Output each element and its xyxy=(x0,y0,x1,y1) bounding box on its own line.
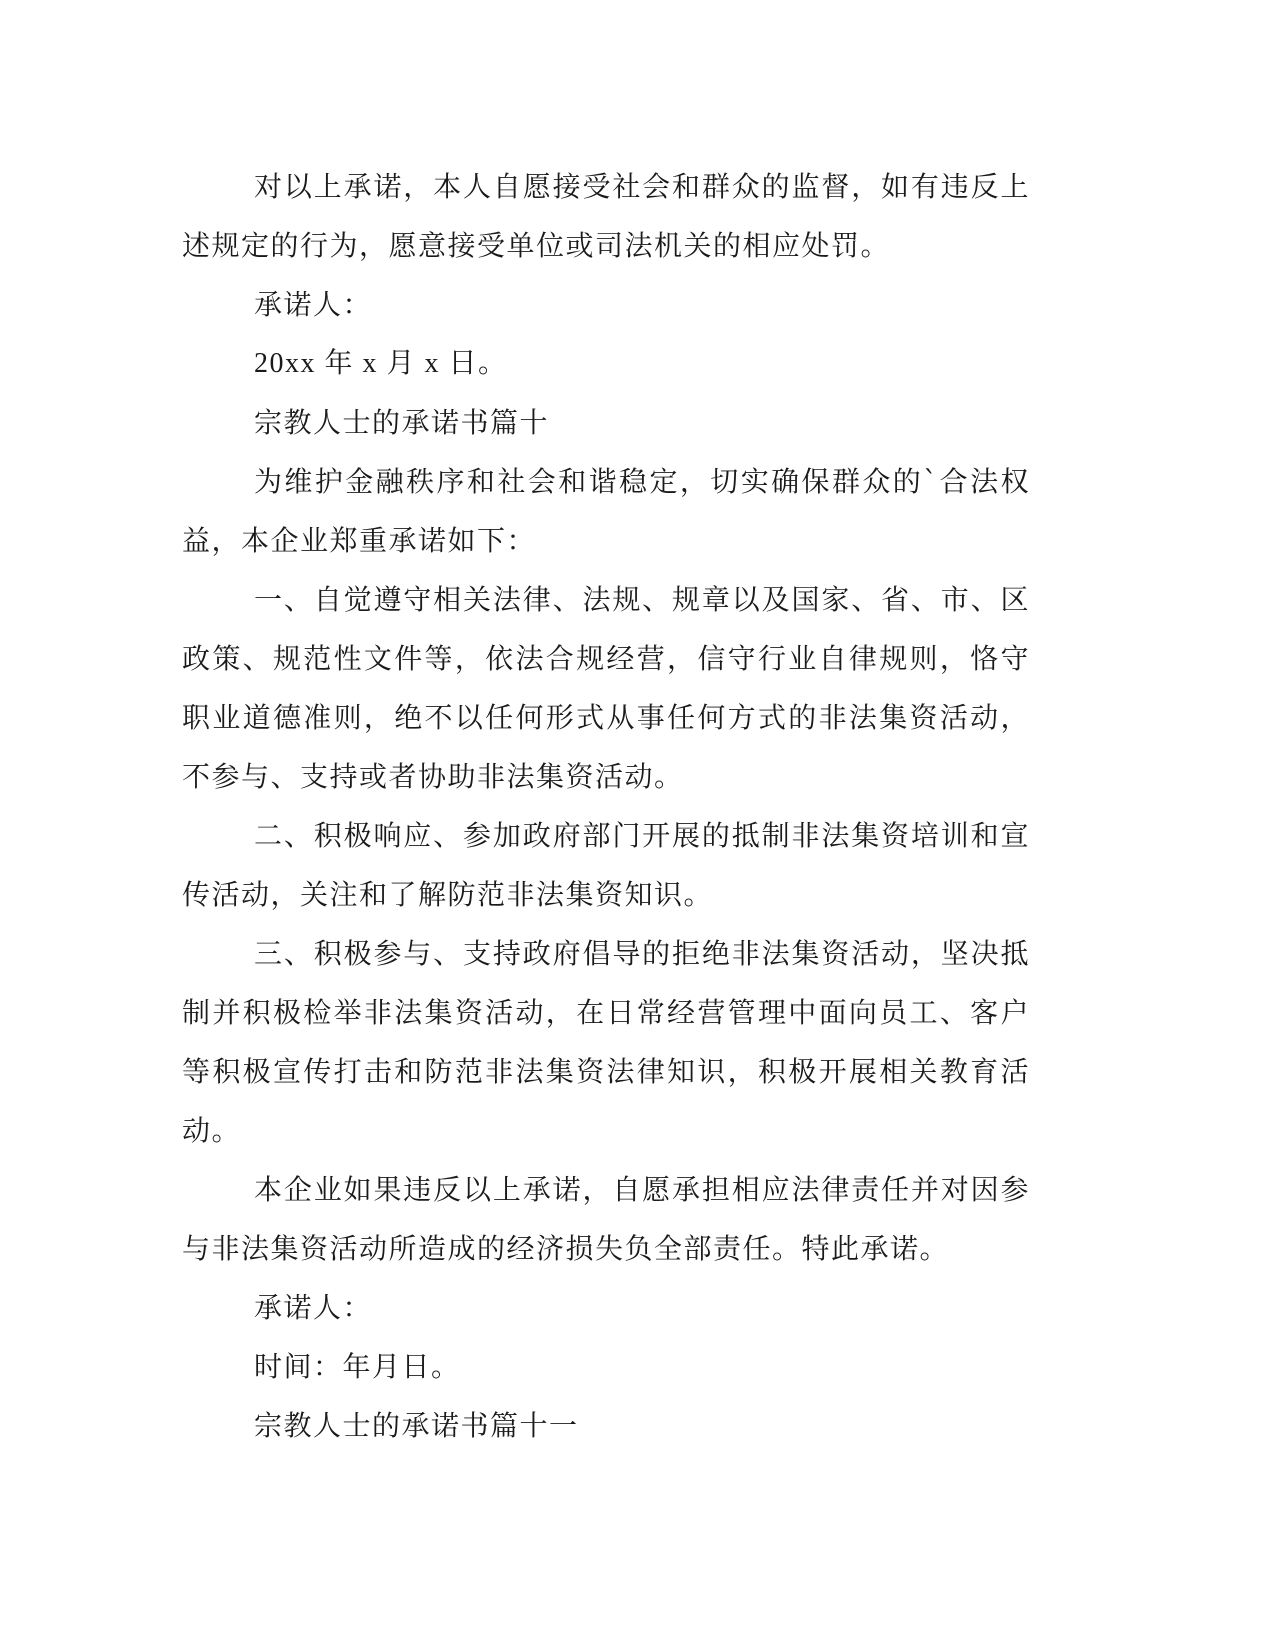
clause-three-paragraph: 三、积极参与、支持政府倡导的拒绝非法集资活动，坚决抵制并积极检举非法集资活动，在日常经营管理中面向员工、客户等积极宣传打击和防范非法集资法律知识，积极开展相关教育活动。 xyxy=(182,937,1030,1147)
clause-two-paragraph: 二、积极响应、参加政府部门开展的抵制非法集资培训和宣传活动，关注和了解防范非法集资知识。 xyxy=(182,819,1030,911)
date-line: 20xx 年 x 月 x 日。 xyxy=(254,348,508,379)
promisor-label-second: 承诺人： xyxy=(254,1291,373,1324)
closing-statement-paragraph: 对以上承诺，本人自愿接受社会和群众的监督，如有违反上述规定的行为，愿意接受单位或司法机关的相应处罚。 xyxy=(182,170,1030,262)
promisor-label: 承诺人： xyxy=(254,288,373,321)
liability-paragraph: 本企业如果违反以上承诺，自愿承担相应法律责任并对因参与非法集资活动所造成的经济损失负全部责任。特此承诺。 xyxy=(182,1173,1030,1265)
clause-one-paragraph: 一、自觉遵守相关法律、法规、规章以及国家、省、市、区政策、规范性文件等，依法合规经营，信守行业自律规则，恪守职业道德准则，绝不以任何形式从事任何方式的非法集资活动，不参与、支持或者协助非法集资活动。 xyxy=(182,583,1030,793)
intro-paragraph: 为维护金融秩序和社会和谐稳定，切实确保群众的`合法权益，本企业郑重承诺如下： xyxy=(182,465,1030,557)
section-heading-eleven: 宗教人士的承诺书篇十一 xyxy=(254,1409,579,1442)
document-body xyxy=(182,157,1030,1455)
section-heading-ten: 宗教人士的承诺书篇十 xyxy=(254,406,550,439)
time-line: 时间：年月日。 xyxy=(254,1350,461,1383)
